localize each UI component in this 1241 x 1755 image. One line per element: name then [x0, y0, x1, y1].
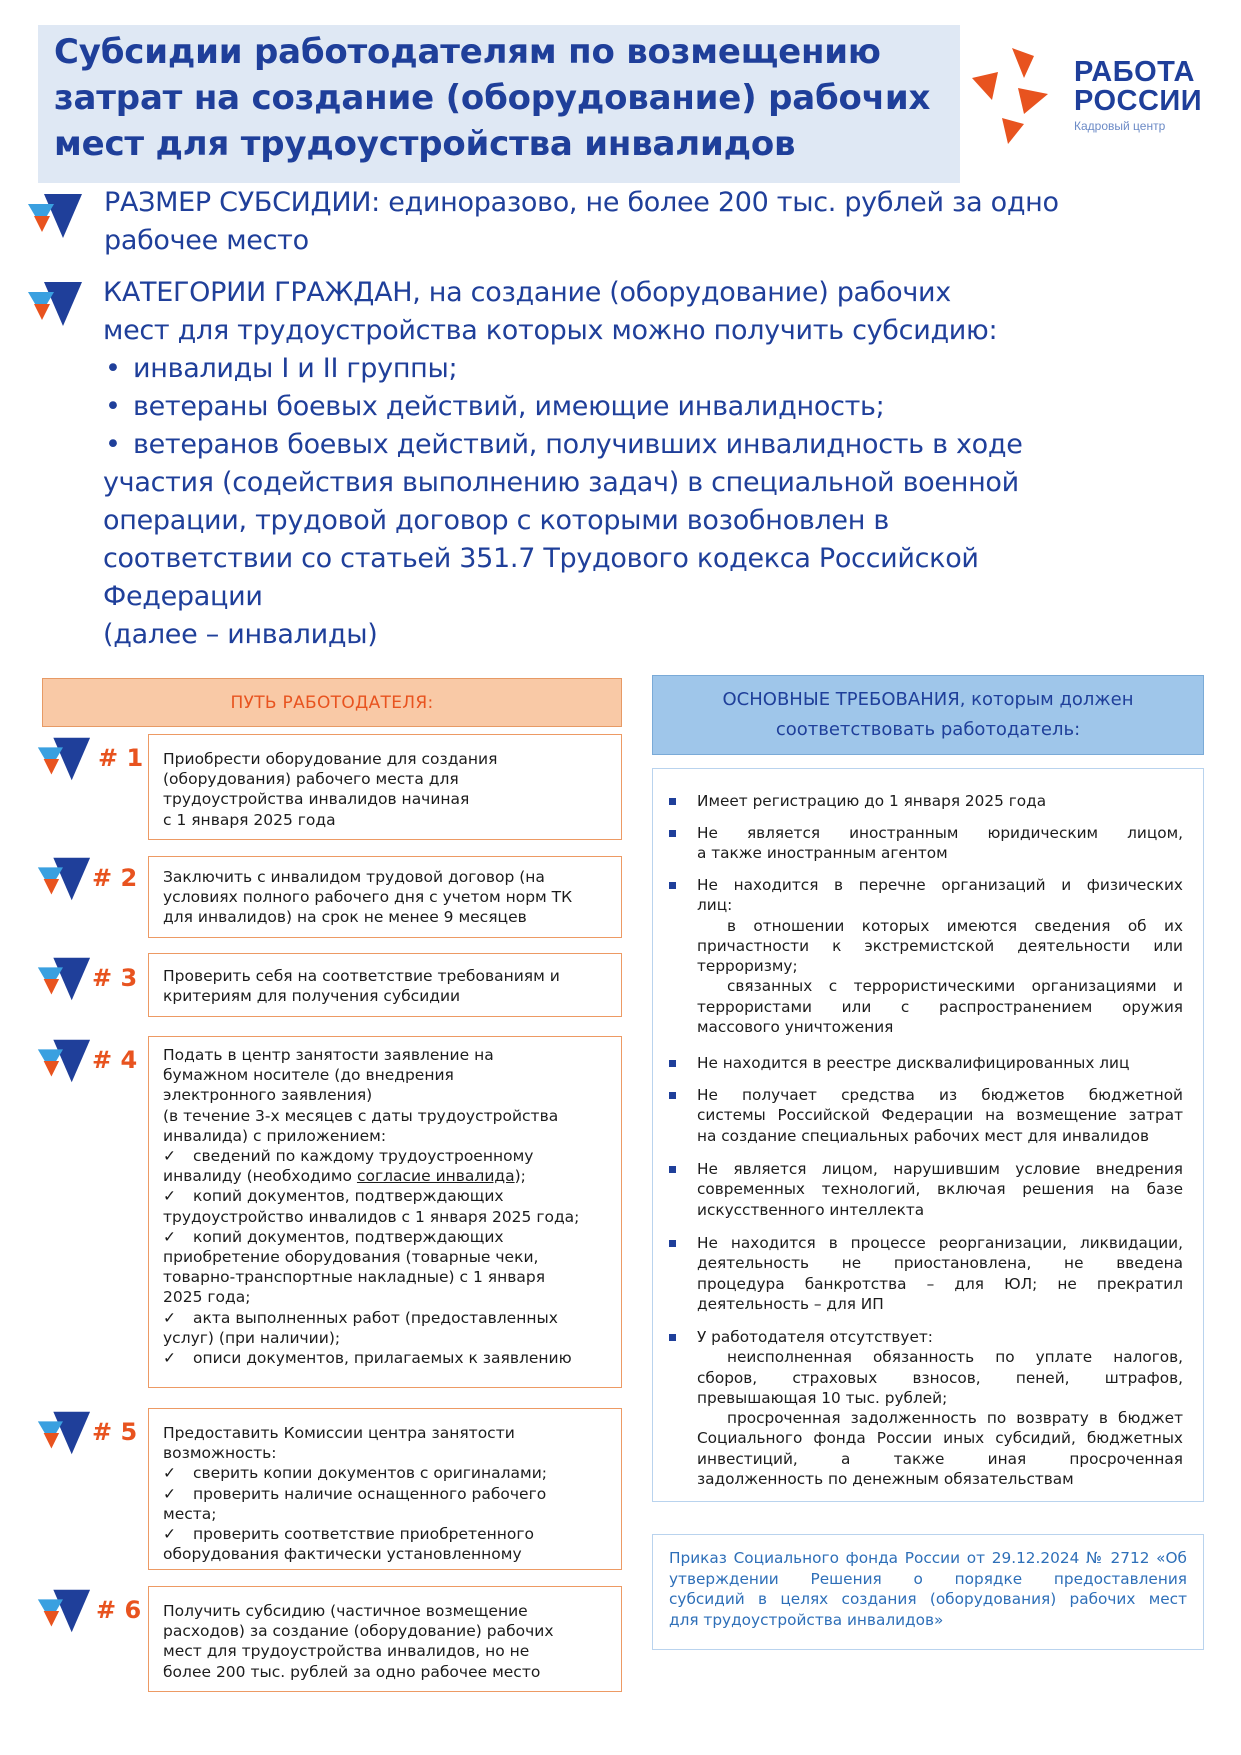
- square-bullet-icon: [669, 1092, 676, 1099]
- requirement-text: связанных с террористическими организациями и: [727, 977, 1183, 996]
- title-line-2: затрат на создание (оборудование) рабочих: [54, 78, 931, 118]
- requirements-header: [652, 675, 1204, 755]
- logo-mark-icon: [972, 48, 1068, 144]
- categories-note: (далее – инвалиды): [103, 619, 378, 650]
- requirement-text: искусственного интеллекта: [697, 1200, 925, 1219]
- step-5-line: Предоставить Комиссии центра занятости: [163, 1424, 515, 1442]
- requirement-text: террористами или с распространением оружия: [697, 997, 1183, 1016]
- step-4-box: [148, 1036, 622, 1388]
- step-4-line: Подать в центр занятости заявление на: [163, 1046, 494, 1064]
- employer-path-header: ПУТЬ РАБОТОДАТЕЛЯ:: [42, 678, 622, 727]
- bullet-dot: •: [105, 353, 121, 384]
- step-number-5: # 5: [92, 1418, 138, 1446]
- step-4-check-3c: товарно-транспортные накладные) с 1 января: [163, 1268, 546, 1287]
- check-icon: ✓: [163, 1484, 176, 1503]
- consent-link[interactable]: согласие инвалида: [356, 1167, 515, 1186]
- triangle-marker-icon: [34, 736, 92, 784]
- step-6-line: мест для трудоустройства инвалидов, но не: [163, 1642, 530, 1661]
- check-icon: ✓: [163, 1308, 176, 1327]
- step-4-check-4b: услуг) (при наличии);: [163, 1328, 341, 1347]
- bullet-dot: •: [105, 429, 121, 460]
- step-1-line: (оборудования) рабочего места для: [163, 770, 459, 789]
- step-5-check-2b: места;: [163, 1504, 217, 1523]
- requirement-text: деятельность – для ИП: [697, 1294, 884, 1313]
- step-5-check-2: проверить наличие оснащенного рабочего: [193, 1484, 547, 1503]
- step-6-line: расходов) за создание (оборудование) рабочих: [163, 1622, 554, 1641]
- step-1-line: трудоустройства инвалидов начиная: [163, 790, 470, 809]
- step-6-line: более 200 тыс. рублей за одно рабочее место: [163, 1662, 541, 1681]
- step-5-check-1: сверить копии документов с оригиналами;: [193, 1464, 548, 1483]
- requirement-text: массового уничтожения: [697, 1018, 894, 1037]
- step-2-line: условиях полного рабочего дня с учетом норм ТК: [163, 888, 573, 907]
- categories-heading-2: мест для трудоустройства которых можно получить субсидию:: [103, 315, 998, 346]
- step-4-check-2: копий документов, подтверждающих: [193, 1187, 504, 1206]
- title-line-1: Субсидии работодателям по возмещению: [54, 32, 881, 72]
- step-4-check-1: сведений по каждому трудоустроенному: [193, 1147, 534, 1166]
- step-4-check-3d: 2025 года;: [163, 1288, 251, 1307]
- requirement-text: лиц:: [697, 896, 733, 915]
- logo-subtitle: Кадровый центр: [1074, 119, 1166, 133]
- category-bullet-1: инвалиды I и II группы;: [133, 353, 458, 384]
- square-bullet-icon: [669, 830, 676, 837]
- step-5-line: возможность:: [163, 1444, 277, 1463]
- category-bullet-2: ветераны боевых действий, имеющие инвалидность;: [133, 391, 885, 422]
- step-6-box: [148, 1586, 622, 1692]
- requirement-text: Не является иностранным юридическим лицом,: [697, 824, 1183, 842]
- requirement-text: Не находится в процессе реорганизации, ликвидации,: [697, 1234, 1183, 1252]
- step-4-check-4: акта выполненных работ (предоставленных: [193, 1308, 558, 1327]
- step-6-line: Получить субсидию (частичное возмещение: [163, 1602, 528, 1620]
- requirement-text: сборов, страховых взносов, пеней, штрафов,: [697, 1368, 1183, 1387]
- step-1-line: с 1 января 2025 года: [163, 810, 336, 829]
- title-line-3: мест для трудоустройства инвалидов: [54, 124, 796, 164]
- step-3-line: критериям для получения субсидии: [163, 987, 461, 1006]
- requirement-text: У работодателя отсутствует:: [697, 1328, 933, 1346]
- requirement-text: неисполненная обязанность по уплате налогов,: [727, 1348, 1183, 1367]
- requirement-text: деятельность не приостановлена, не введена: [697, 1254, 1183, 1273]
- order-text: утверждении Решения о порядке предоставления: [669, 1569, 1187, 1588]
- requirements-header-line-1: ОСНОВНЫЕ ТРЕБОВАНИЯ, которым должен: [722, 689, 1134, 710]
- requirement-text: процедура банкротства – для ЮЛ; не прекратил: [697, 1274, 1183, 1293]
- step-4-check-1c: );: [514, 1167, 526, 1186]
- step-4-line: электронного заявления): [163, 1086, 373, 1105]
- subsidy-size-label: РАЗМЕР СУБСИДИИ:: [104, 187, 380, 218]
- requirement-text: причастности к экстремистской деятельности или: [697, 936, 1183, 955]
- categories-block: [103, 274, 1023, 654]
- rabota-rossii-logo: [972, 48, 1212, 144]
- step-2-line: для инвалидов) на срок не менее 9 месяцев: [163, 908, 527, 927]
- requirement-text: Не является лицом, нарушившим условие внедрения: [697, 1160, 1183, 1178]
- check-icon: ✓: [163, 1464, 176, 1483]
- requirement-text: Не находится в реестре дисквалифицированных лиц: [697, 1054, 1130, 1072]
- logo-line-1: РАБОТА: [1074, 56, 1195, 88]
- step-4-line: (в течение 3-х месяцев с даты трудоустройства: [163, 1106, 559, 1125]
- step-4-line: инвалида) с приложением:: [163, 1126, 387, 1145]
- triangle-marker-icon: [24, 282, 84, 328]
- subsidy-size-text-2: рабочее место: [104, 225, 309, 256]
- bullet-dot: •: [105, 391, 121, 422]
- subsidy-size-block: [104, 184, 1059, 260]
- triangle-marker-icon: [34, 1038, 92, 1086]
- step-number-6: # 6: [96, 1596, 142, 1624]
- step-2-line: Заключить с инвалидом трудовой договор (на: [163, 868, 545, 886]
- requirement-text: терроризму;: [697, 957, 798, 976]
- step-number-2: # 2: [92, 864, 138, 892]
- requirement-text: современных технологий, включая решения на базе: [697, 1180, 1183, 1199]
- requirement-text: превышающая 10 тыс. рублей;: [697, 1388, 948, 1407]
- categories-heading-1: КАТЕГОРИИ ГРАЖДАН, на создание (оборудование) рабочих: [103, 277, 951, 308]
- category-bullet-3c: операции, трудовой договор с которыми возобновлен в: [103, 505, 889, 536]
- requirement-text: в отношении которых имеются сведения об их: [727, 916, 1183, 935]
- square-bullet-icon: [669, 1240, 676, 1247]
- step-5-check-3: проверить соответствие приобретенного: [193, 1525, 534, 1544]
- logo-line-2: РОССИИ: [1074, 85, 1203, 117]
- step-4-check-1b: инвалиду (необходимо: [163, 1167, 357, 1186]
- order-text: субсидий в целях создания (оборудования) рабочих мест: [669, 1590, 1187, 1608]
- check-icon: ✓: [163, 1525, 176, 1544]
- check-icon: ✓: [163, 1187, 176, 1206]
- step-number-4: # 4: [92, 1046, 138, 1074]
- step-5-check-3b: оборудования фактически установленному: [163, 1545, 522, 1564]
- triangle-marker-icon: [24, 194, 84, 240]
- step-4-line: бумажном носителе (до внедрения: [163, 1066, 454, 1085]
- category-bullet-3d: соответствии со статьей 351.7 Трудового кодекса Российской: [103, 543, 979, 574]
- category-bullet-3b: участия (содействия выполнению задач) в специальной военной: [103, 467, 1019, 498]
- square-bullet-icon: [669, 1334, 676, 1341]
- subsidy-size-text-1: единоразово, не более 200 тыс. рублей за одно: [379, 187, 1059, 218]
- requirement-text: Не находится в перечне организаций и физических: [697, 876, 1183, 894]
- step-4-check-2b: трудоустройство инвалидов с 1 января 2025 года;: [163, 1207, 580, 1226]
- step-4-check-3b: приобретение оборудования (товарные чеки,: [163, 1248, 539, 1267]
- check-icon: ✓: [163, 1349, 176, 1368]
- requirements-list: [652, 768, 1204, 1502]
- step-1-line: Приобрести оборудование для создания: [163, 750, 498, 768]
- step-4-check-5: описи документов, прилагаемых к заявлению: [193, 1349, 572, 1368]
- step-number-3: # 3: [92, 964, 138, 992]
- requirements-header-line-2: соответствовать работодатель:: [775, 719, 1081, 740]
- requirement-text: просроченная задолженность по возврату в бюджет: [727, 1409, 1183, 1428]
- step-4-check-3: копий документов, подтверждающих: [193, 1227, 504, 1246]
- triangle-marker-icon: [34, 856, 92, 904]
- requirement-text: Социального фонда России иных субсидий, бюджетных: [697, 1429, 1183, 1448]
- check-icon: ✓: [163, 1227, 176, 1246]
- square-bullet-icon: [669, 1060, 676, 1067]
- logo-wordmark: [1074, 58, 1202, 133]
- step-number-1: # 1: [98, 744, 144, 772]
- step-2-box: [148, 856, 622, 938]
- square-bullet-icon: [669, 882, 676, 889]
- triangle-marker-icon: [34, 1410, 92, 1458]
- triangle-marker-icon: [34, 1588, 92, 1636]
- requirement-text: задолженность по денежным обязательствам: [697, 1470, 1074, 1489]
- title-banner: [38, 25, 960, 183]
- category-bullet-3a: ветеранов боевых действий, получивших инвалидность в ходе: [133, 429, 1023, 460]
- category-bullet-3e: Федерации: [103, 581, 263, 612]
- square-bullet-icon: [669, 798, 676, 805]
- page-title: [54, 29, 960, 167]
- step-1-box: [148, 734, 622, 840]
- requirement-text: Не получает средства из бюджетов бюджетной: [697, 1086, 1183, 1104]
- square-bullet-icon: [669, 1166, 676, 1173]
- requirement-text: инвестиций, а также иная просроченная: [697, 1449, 1183, 1468]
- requirement-text: Имеет регистрацию до 1 января 2025 года: [697, 792, 1047, 810]
- requirement-text: системы Российской Федерации на возмещение затрат: [697, 1106, 1183, 1125]
- step-3-box: [148, 953, 622, 1017]
- step-5-box: [148, 1408, 622, 1570]
- order-text: для трудоустройства инвалидов»: [669, 1610, 944, 1629]
- requirement-text: на создание специальных рабочих мест для инвалидов: [697, 1126, 1149, 1145]
- step-3-line: Проверить себя на соответствие требованиям и: [163, 967, 560, 985]
- order-text: Приказ Социального фонда России от 29.12.2024 № 2712 «Об: [669, 1549, 1187, 1567]
- triangle-marker-icon: [34, 956, 92, 1004]
- check-icon: ✓: [163, 1147, 176, 1166]
- legal-order-reference: [652, 1534, 1204, 1650]
- requirement-text: а также иностранным агентом: [697, 844, 948, 863]
